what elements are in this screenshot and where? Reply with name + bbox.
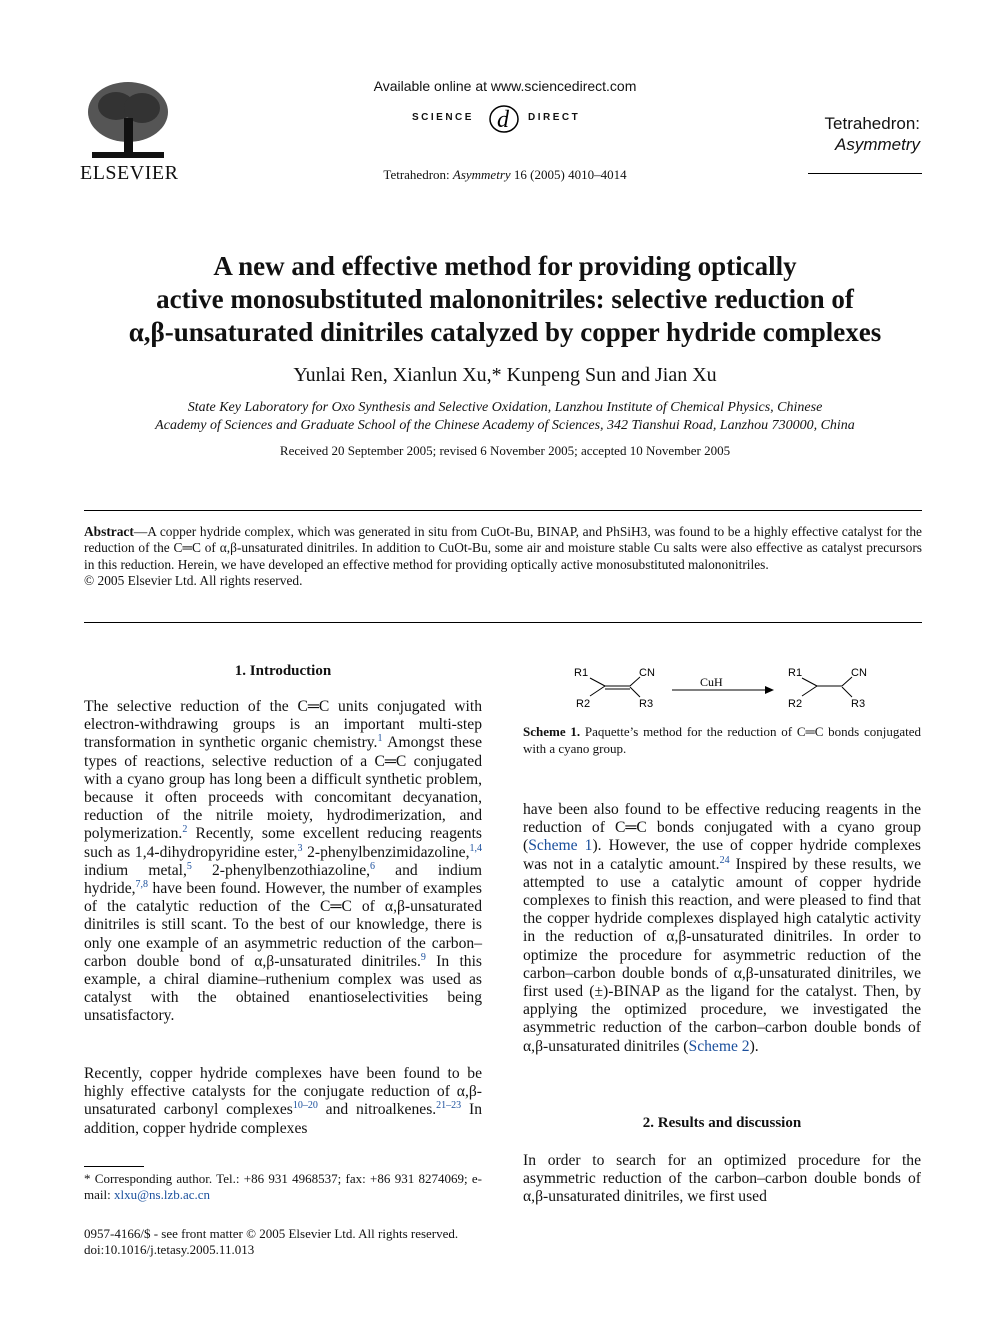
sd-mark-letter: d (497, 107, 509, 133)
divider-bottom (84, 622, 922, 623)
reagent-label: CuH (700, 675, 723, 689)
citation-link[interactable]: 7,8 (135, 878, 149, 890)
front-matter (84, 1226, 584, 1258)
r2-label: R2 (788, 698, 803, 710)
title-line: α,β-unsaturated dinitriles catalyzed by copper hydride complexes (128, 317, 882, 347)
article-dates: Received 20 September 2005; revised 6 November 2005; accepted 10 November 2005 (279, 443, 731, 458)
footnote-rule (84, 1166, 144, 1167)
scheme-1-caption (523, 724, 921, 757)
scheme-2-link[interactable]: Scheme 2 (688, 1037, 750, 1055)
citation-link[interactable]: 9 (420, 951, 426, 963)
section-heading-results: 2. Results and discussion (642, 1115, 802, 1131)
cn-label: CN (851, 667, 867, 679)
journal-name: Tetrahedron: (383, 167, 453, 182)
sciencedirect-left: SCIENCE (412, 112, 474, 123)
cn-label: CN (639, 667, 655, 679)
corresponding-author-footnote: * Corresponding author. Tel.: +86 931 4968537; fax: +86 931 8274069; e-mail: xlxu@ns.lzb.ac.cn (84, 1171, 482, 1202)
abstract-label: Abstract (84, 524, 134, 539)
journal-citation (340, 167, 670, 183)
email-link[interactable]: xlxu@ns.lzb.ac.cn (113, 1187, 211, 1202)
title-line: active monosubstituted malononitriles: selective reduction of (156, 284, 854, 314)
citation-link[interactable]: 21–23 (436, 1100, 462, 1112)
affil-line: State Key Laboratory for Oxo Synthesis and Selective Oxidation, Lanzhou Institute of Chemical Physics, Chinese (187, 400, 823, 415)
citation-link[interactable]: 10–20 (292, 1100, 318, 1112)
issn-line: 0957-4166/$ - see front matter © 2005 Elsevier Ltd. All rights reserved. (84, 1226, 459, 1241)
r3-label: R3 (639, 698, 654, 710)
brand-line1: Tetrahedron: (824, 114, 920, 133)
affil-line: Academy of Sciences and Graduate School of the Chinese Academy of Sciences, 342 Tianshui Road, Lanzhou 730000, China (155, 418, 855, 433)
citation-link[interactable]: 3 (297, 842, 303, 854)
authors: Yunlai Ren, Xianlun Xu,* Kunpeng Sun and Jian Xu (293, 364, 717, 386)
r1-label: R1 (574, 667, 589, 679)
title-line: A new and effective method for providing optically (213, 251, 797, 281)
article-title (60, 250, 950, 349)
citation-link[interactable]: 2 (182, 824, 188, 836)
citation-link[interactable]: 24 (719, 854, 730, 866)
abstract-text: —A copper hydride complex, which was generated in situ from CuOt-Bu, BINAP, and PhSiH3, was found to be a highly effective catalyst for the reduction of the C═C of α,β-unsaturated dinitriles. In addition to CuOt-Bu, some air and moisture stable Cu salts were also effective as catalyst precursors in this reduction. Herein, we have developed an effective method for providing optically active monosubstituted malononitriles. (84, 524, 922, 572)
section-heading-intro: 1. Introduction (234, 663, 332, 679)
citation-link[interactable]: 1,4 (469, 842, 483, 854)
elsevier-wordmark: ELSEVIER (80, 162, 179, 184)
brand-rule (808, 173, 922, 174)
affiliation (60, 399, 950, 435)
journal-name-italic: Asymmetry (452, 167, 511, 182)
caption-label: Scheme 1. (523, 724, 581, 739)
r2-label: R2 (576, 698, 591, 710)
citation-link[interactable]: 1 (377, 733, 383, 745)
journal-volume: 16 (2005) 4010–4014 (510, 167, 627, 182)
scheme-1-link[interactable]: Scheme 1 (528, 837, 593, 855)
abstract (84, 524, 922, 590)
brand-line2: Asymmetry (835, 135, 920, 154)
scheme-1-figure (560, 660, 890, 720)
copyright: © 2005 Elsevier Ltd. All rights reserved. (84, 573, 303, 589)
doi-line: doi:10.1016/j.tetasy.2005.11.013 (84, 1242, 255, 1257)
sciencedirect-d-icon (487, 100, 521, 134)
journal-brand (790, 113, 920, 155)
arrow-head (765, 686, 774, 694)
r1-label: R1 (788, 667, 803, 679)
intro-paragraph-2: Recently, copper hydride complexes have been found to be highly effective catalysts for the conjugate reduction of α,β-unsaturated carbonyl complexes$^{10-20}$ and nitroalkenes.$^{21-23}$ In addition, copper hydride complexes (84, 1065, 482, 1137)
citation-link[interactable]: 6 (370, 860, 376, 872)
results-paragraph-1: In order to search for an optimized procedure for the asymmetric reduction of the carbon–carbon double bonds of α,β-unsaturated dinitriles, we first used (523, 1152, 921, 1206)
available-online: Available online at www.sciencedirect.com (373, 78, 637, 94)
r3-label: R3 (851, 698, 866, 710)
divider-top (84, 510, 922, 511)
sciencedirect-right: DIRECT (528, 112, 581, 123)
right-paragraph-1: have been also found to be effective reducing reagents in the reduction of C═C bonds conjugated with a cyano group (Scheme 1). However, the use of copper hydride complexes was not in a catalytic amount.$^{24}$ Inspired by these results, we attempted to use a catalytic amount of copper hydride complexes to finish this reaction, and were pleased to find that the copper hydride complexes displayed high catalytic activity in the reduction of α,β-unsaturated dinitriles. In order to optimize the procedure for asymmetric reduction of the carbon–carbon double bonds of α,β-unsaturated dinitriles, we first used (±)-BINAP as the ligand for the catalyst. Then, by applying the optimized procedure, we investigated the asymmetric reduction of the carbon–carbon double bonds of α,β-unsaturated dinitriles (Scheme 2). (523, 801, 921, 1055)
intro-paragraph-1: The selective reduction of the C═C units conjugated with electron-withdrawing groups is an important multi-step transformation in synthetic organic chemistry.$^1$ Amongst these types of reactions, selective reduction of a C═C conjugated with a cyano group has long been a difficult synthetic problem, because it often proceeds with concomitant decyanation, reduction of the nitrile moiety, hydrodimerization, and polymerization.$^2$ Recently, some excellent reducing reagents such as 1,4-dihydropyridine ester,$^3$ 2-phenylbenzimidazoline,$^{1,4}$ indium metal,$^5$ 2-phenylbenzothiazoline,$^6$ and indium hydride,$^{7,8}$ have been found. However, the number of examples of the catalytic reduction of the C═C of α,β-unsaturated dinitriles is still scant. To the best of our knowledge, there is only one example of an asymmetric reduction of the carbon–carbon double bond of α,β-unsaturated dinitriles.$^9$ In this example, a chiral diamine–ruthenium complex was used as catalyst with the obtained enantioselectivities being unsatisfactory. (84, 698, 483, 1025)
caption-text: Paquette’s method for the reduction of C═C bonds conjugated with a cyano group. (523, 724, 921, 756)
citation-link[interactable]: 5 (186, 860, 192, 872)
